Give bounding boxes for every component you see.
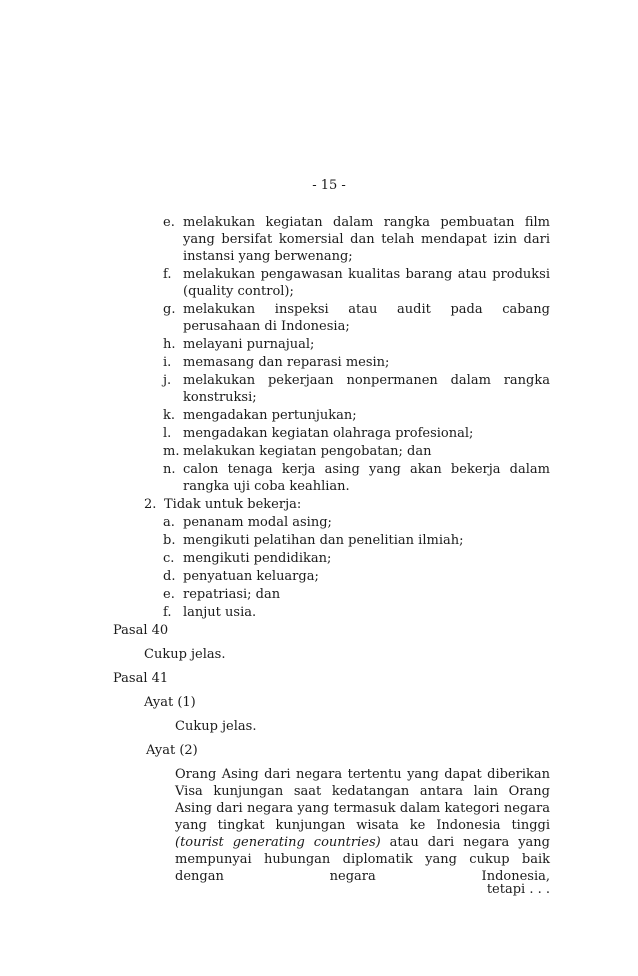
- list-item: [0, 354, 638, 371]
- list-item-text: mengadakan kegiatan olahraga profesional;: [183, 426, 474, 441]
- list-marker: k.: [163, 408, 176, 423]
- ayat-2-text-before: Orang Asing dari negara tertentu yang dapat diberikan Visa kunjungan saat kedatangan antara lain Orang Asing dari negara yang termasuk dalam kategori negara yang tingkat kunjungan wisata ke Indonesia tinggi: [175, 767, 550, 833]
- pasal-40-title: Pasal 40: [113, 623, 169, 638]
- list-item-text: mengadakan pertunjukan;: [183, 408, 357, 423]
- list-item-text: penyatuan keluarga;: [183, 569, 319, 584]
- list-marker: m.: [163, 444, 180, 459]
- list-item: [0, 407, 638, 424]
- list-item: [0, 336, 638, 353]
- list-item-text: repatriasi; dan: [183, 587, 281, 602]
- list-item-text: melakukan kegiatan pengobatan; dan: [183, 444, 432, 459]
- ayat-2-text-italic: (tourist generating countries): [175, 835, 381, 850]
- non-work-list: [0, 514, 638, 621]
- list-marker: n.: [163, 462, 176, 477]
- list-item-text: mengikuti pelatihan dan penelitian ilmiah;: [183, 533, 464, 548]
- list-item-text: calon tenaga kerja asing yang akan bekerja dalam rangka uji coba keahlian.: [183, 462, 550, 494]
- list-item: [0, 550, 638, 567]
- list-item: [0, 301, 638, 335]
- list-marker: f.: [163, 267, 172, 282]
- list-marker: l.: [163, 426, 172, 441]
- activity-list: [0, 214, 638, 495]
- list-item-text: melayani purnajual;: [183, 337, 315, 352]
- list-item: [0, 604, 638, 621]
- list-item-point-2: [0, 496, 638, 513]
- list-item-text: penanam modal asing;: [183, 515, 332, 530]
- list-marker: i.: [163, 355, 172, 370]
- list-item: [0, 532, 638, 549]
- ayat-2-body: [175, 766, 550, 885]
- ayat-2-title: Ayat (2): [146, 743, 198, 758]
- list-marker: d.: [163, 569, 176, 584]
- list-item: [0, 372, 638, 406]
- pasal-41-title: Pasal 41: [113, 671, 169, 686]
- list-item: [0, 214, 638, 265]
- list-item: [0, 443, 638, 460]
- ayat-1-title: Ayat (1): [144, 695, 196, 710]
- list-marker: f.: [163, 605, 172, 620]
- list-item-text: mengikuti pendidikan;: [183, 551, 332, 566]
- list-item: [0, 266, 638, 300]
- ayat-2-text-after: atau dari negara yang mempunyai hubungan diplomatik yang cukup baik dengan negara Indonesia,: [175, 835, 550, 884]
- document-body: [0, 214, 638, 885]
- list-item-text: Tidak untuk bekerja:: [164, 497, 302, 512]
- list-item: [0, 461, 638, 495]
- list-marker: h.: [163, 337, 176, 352]
- list-marker: j.: [163, 373, 172, 388]
- list-item-text: melakukan inspeksi atau audit pada cabang perusahaan di Indonesia;: [183, 302, 550, 334]
- list-marker: e.: [163, 215, 175, 230]
- ayat-1-body: Cukup jelas.: [175, 719, 257, 734]
- page-footer-continuation: tetapi . . .: [486, 882, 550, 897]
- list-item: [0, 568, 638, 585]
- list-item: [0, 514, 638, 531]
- list-marker: g.: [163, 302, 176, 317]
- list-item-text: melakukan pekerjaan nonpermanen dalam rangka konstruksi;: [183, 373, 550, 405]
- list-marker: a.: [163, 515, 175, 530]
- list-item-text: melakukan pengawasan kualitas barang atau produksi (quality control);: [183, 267, 550, 299]
- list-item-text: lanjut usia.: [183, 605, 257, 620]
- list-item: [0, 425, 638, 442]
- page-number: - 15 -: [312, 178, 346, 193]
- list-marker: b.: [163, 533, 176, 548]
- list-marker: 2.: [144, 497, 157, 512]
- list-marker: e.: [163, 587, 175, 602]
- list-item-text: melakukan kegiatan dalam rangka pembuatan film yang bersifat komersial dan telah mendapat izin dari instansi yang berwenang;: [183, 215, 550, 264]
- list-marker: c.: [163, 551, 175, 566]
- list-item: [0, 586, 638, 603]
- list-item-text: memasang dan reparasi mesin;: [183, 355, 390, 370]
- pasal-40-body: Cukup jelas.: [144, 647, 226, 662]
